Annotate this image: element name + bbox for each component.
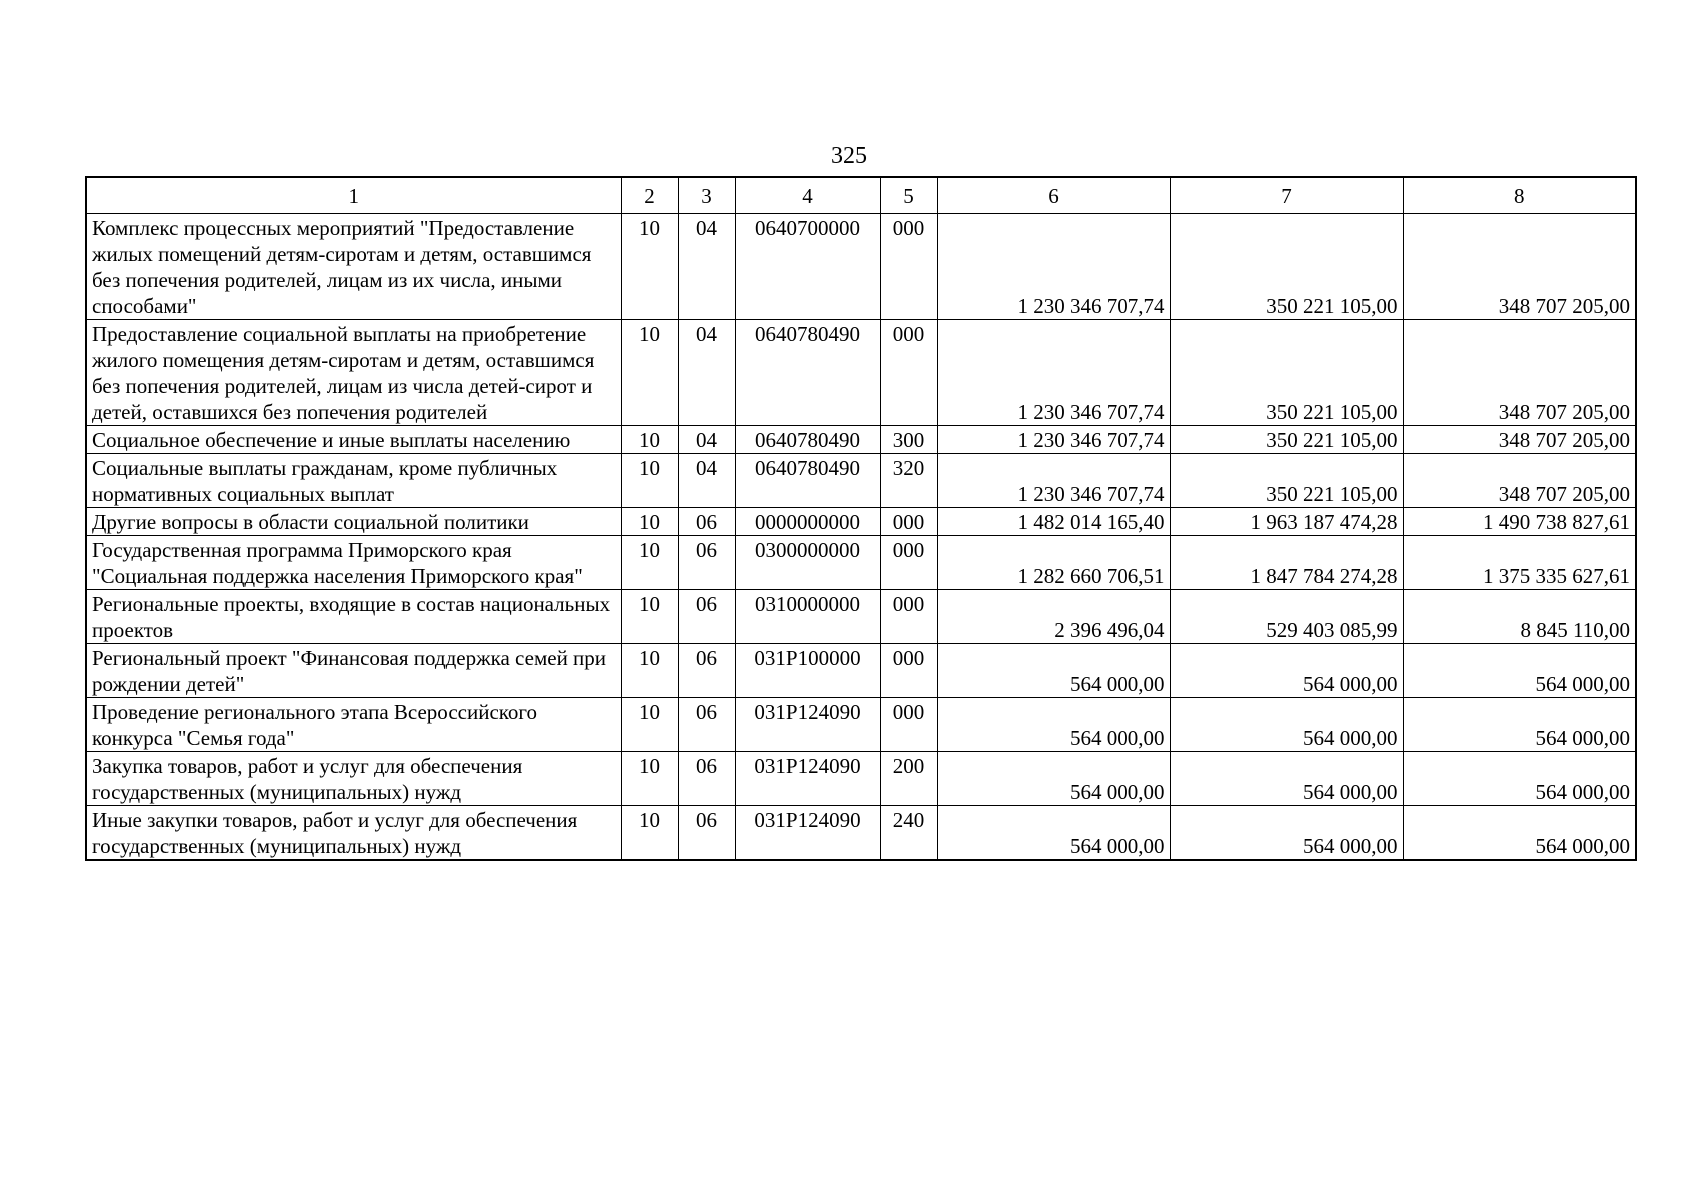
table-row: [86, 320, 1636, 426]
row-amount-6: 564 000,00: [937, 698, 1170, 752]
row-name: Другие вопросы в области социальной политики: [86, 508, 621, 536]
row-target-code: 031P124090: [735, 698, 880, 752]
row-subsection: 06: [678, 508, 735, 536]
row-name: Региональный проект "Финансовая поддержка семей при рождении детей": [86, 644, 621, 698]
row-section: 10: [621, 806, 678, 861]
row-amount-8: 1 375 335 627,61: [1403, 536, 1636, 590]
table-row: [86, 426, 1636, 454]
row-subsection: 06: [678, 644, 735, 698]
row-target-code: 0000000000: [735, 508, 880, 536]
row-expense-type: 000: [880, 508, 937, 536]
table-row: [86, 752, 1636, 806]
row-subsection: 06: [678, 752, 735, 806]
row-amount-6: 1 230 346 707,74: [937, 214, 1170, 320]
row-expense-type: 240: [880, 806, 937, 861]
table-row: [86, 214, 1636, 320]
row-amount-7: 350 221 105,00: [1170, 426, 1403, 454]
row-expense-type: 300: [880, 426, 937, 454]
row-amount-7: 1 847 784 274,28: [1170, 536, 1403, 590]
header-col-7: 7: [1170, 177, 1403, 214]
row-section: 10: [621, 454, 678, 508]
row-expense-type: 000: [880, 320, 937, 426]
row-expense-type: 000: [880, 536, 937, 590]
page-number: 325: [831, 143, 867, 169]
table-row: [86, 454, 1636, 508]
row-section: 10: [621, 698, 678, 752]
header-col-4: 4: [735, 177, 880, 214]
row-subsection: 04: [678, 454, 735, 508]
row-target-code: 031P124090: [735, 806, 880, 861]
table-row: [86, 806, 1636, 861]
table-row: [86, 698, 1636, 752]
row-target-code: 0640780490: [735, 426, 880, 454]
row-amount-6: 2 396 496,04: [937, 590, 1170, 644]
row-target-code: 0640780490: [735, 320, 880, 426]
row-expense-type: 000: [880, 644, 937, 698]
row-subsection: 06: [678, 806, 735, 861]
row-name: Предоставление социальной выплаты на приобретение жилого помещения детям-сиротам и детям, оставшимся без попечения родителей, лицам из числа детей-сирот и детей, оставшихся без попечения родителей: [86, 320, 621, 426]
row-amount-8: 1 490 738 827,61: [1403, 508, 1636, 536]
row-amount-7: 350 221 105,00: [1170, 320, 1403, 426]
row-section: 10: [621, 536, 678, 590]
row-amount-7: 564 000,00: [1170, 806, 1403, 861]
row-expense-type: 000: [880, 214, 937, 320]
row-amount-7: 350 221 105,00: [1170, 454, 1403, 508]
header-col-8: 8: [1403, 177, 1636, 214]
row-amount-6: 1 230 346 707,74: [937, 454, 1170, 508]
row-amount-8: 348 707 205,00: [1403, 454, 1636, 508]
row-target-code: 031P100000: [735, 644, 880, 698]
row-expense-type: 000: [880, 698, 937, 752]
row-section: 10: [621, 320, 678, 426]
row-amount-8: 564 000,00: [1403, 752, 1636, 806]
row-subsection: 06: [678, 536, 735, 590]
row-subsection: 06: [678, 590, 735, 644]
row-amount-7: 529 403 085,99: [1170, 590, 1403, 644]
row-amount-7: 350 221 105,00: [1170, 214, 1403, 320]
row-amount-8: 564 000,00: [1403, 644, 1636, 698]
budget-table: [85, 176, 1637, 861]
header-row: [86, 177, 1636, 214]
row-expense-type: 200: [880, 752, 937, 806]
row-target-code: 0640700000: [735, 214, 880, 320]
header-col-6: 6: [937, 177, 1170, 214]
row-section: 10: [621, 644, 678, 698]
row-amount-7: 564 000,00: [1170, 644, 1403, 698]
row-section: 10: [621, 214, 678, 320]
row-amount-8: 348 707 205,00: [1403, 320, 1636, 426]
row-amount-7: 1 963 187 474,28: [1170, 508, 1403, 536]
row-amount-7: 564 000,00: [1170, 698, 1403, 752]
header-col-1: 1: [86, 177, 621, 214]
row-target-code: 0300000000: [735, 536, 880, 590]
row-amount-8: 348 707 205,00: [1403, 426, 1636, 454]
row-amount-7: 564 000,00: [1170, 752, 1403, 806]
row-amount-8: 8 845 110,00: [1403, 590, 1636, 644]
row-name: Комплекс процессных мероприятий "Предоставление жилых помещений детям-сиротам и детям, оставшимся без попечения родителей, лицам из их числа, иными способами": [86, 214, 621, 320]
row-name: Региональные проекты, входящие в состав национальных проектов: [86, 590, 621, 644]
row-target-code: 0310000000: [735, 590, 880, 644]
row-name: Социальные выплаты гражданам, кроме публичных нормативных социальных выплат: [86, 454, 621, 508]
row-name: Иные закупки товаров, работ и услуг для обеспечения государственных (муниципальных) нужд: [86, 806, 621, 861]
row-amount-8: 564 000,00: [1403, 806, 1636, 861]
row-amount-6: 1 230 346 707,74: [937, 320, 1170, 426]
table-row: [86, 590, 1636, 644]
row-name: Проведение регионального этапа Всероссийского конкурса "Семья года": [86, 698, 621, 752]
row-amount-6: 564 000,00: [937, 752, 1170, 806]
row-amount-8: 564 000,00: [1403, 698, 1636, 752]
row-expense-type: 000: [880, 590, 937, 644]
row-amount-6: 1 482 014 165,40: [937, 508, 1170, 536]
row-subsection: 04: [678, 214, 735, 320]
row-section: 10: [621, 752, 678, 806]
row-amount-6: 1 282 660 706,51: [937, 536, 1170, 590]
table-row: [86, 508, 1636, 536]
row-name: Закупка товаров, работ и услуг для обеспечения государственных (муниципальных) нужд: [86, 752, 621, 806]
row-amount-6: 564 000,00: [937, 806, 1170, 861]
row-section: 10: [621, 426, 678, 454]
row-target-code: 031P124090: [735, 752, 880, 806]
row-subsection: 04: [678, 426, 735, 454]
row-expense-type: 320: [880, 454, 937, 508]
row-subsection: 06: [678, 698, 735, 752]
table-row: [86, 644, 1636, 698]
header-col-3: 3: [678, 177, 735, 214]
header-col-2: 2: [621, 177, 678, 214]
row-subsection: 04: [678, 320, 735, 426]
row-section: 10: [621, 590, 678, 644]
table-row: [86, 536, 1636, 590]
row-section: 10: [621, 508, 678, 536]
row-target-code: 0640780490: [735, 454, 880, 508]
row-name: Социальное обеспечение и иные выплаты населению: [86, 426, 621, 454]
row-amount-6: 1 230 346 707,74: [937, 426, 1170, 454]
row-amount-6: 564 000,00: [937, 644, 1170, 698]
header-col-5: 5: [880, 177, 937, 214]
row-amount-8: 348 707 205,00: [1403, 214, 1636, 320]
row-name: Государственная программа Приморского края "Социальная поддержка населения Приморского края": [86, 536, 621, 590]
